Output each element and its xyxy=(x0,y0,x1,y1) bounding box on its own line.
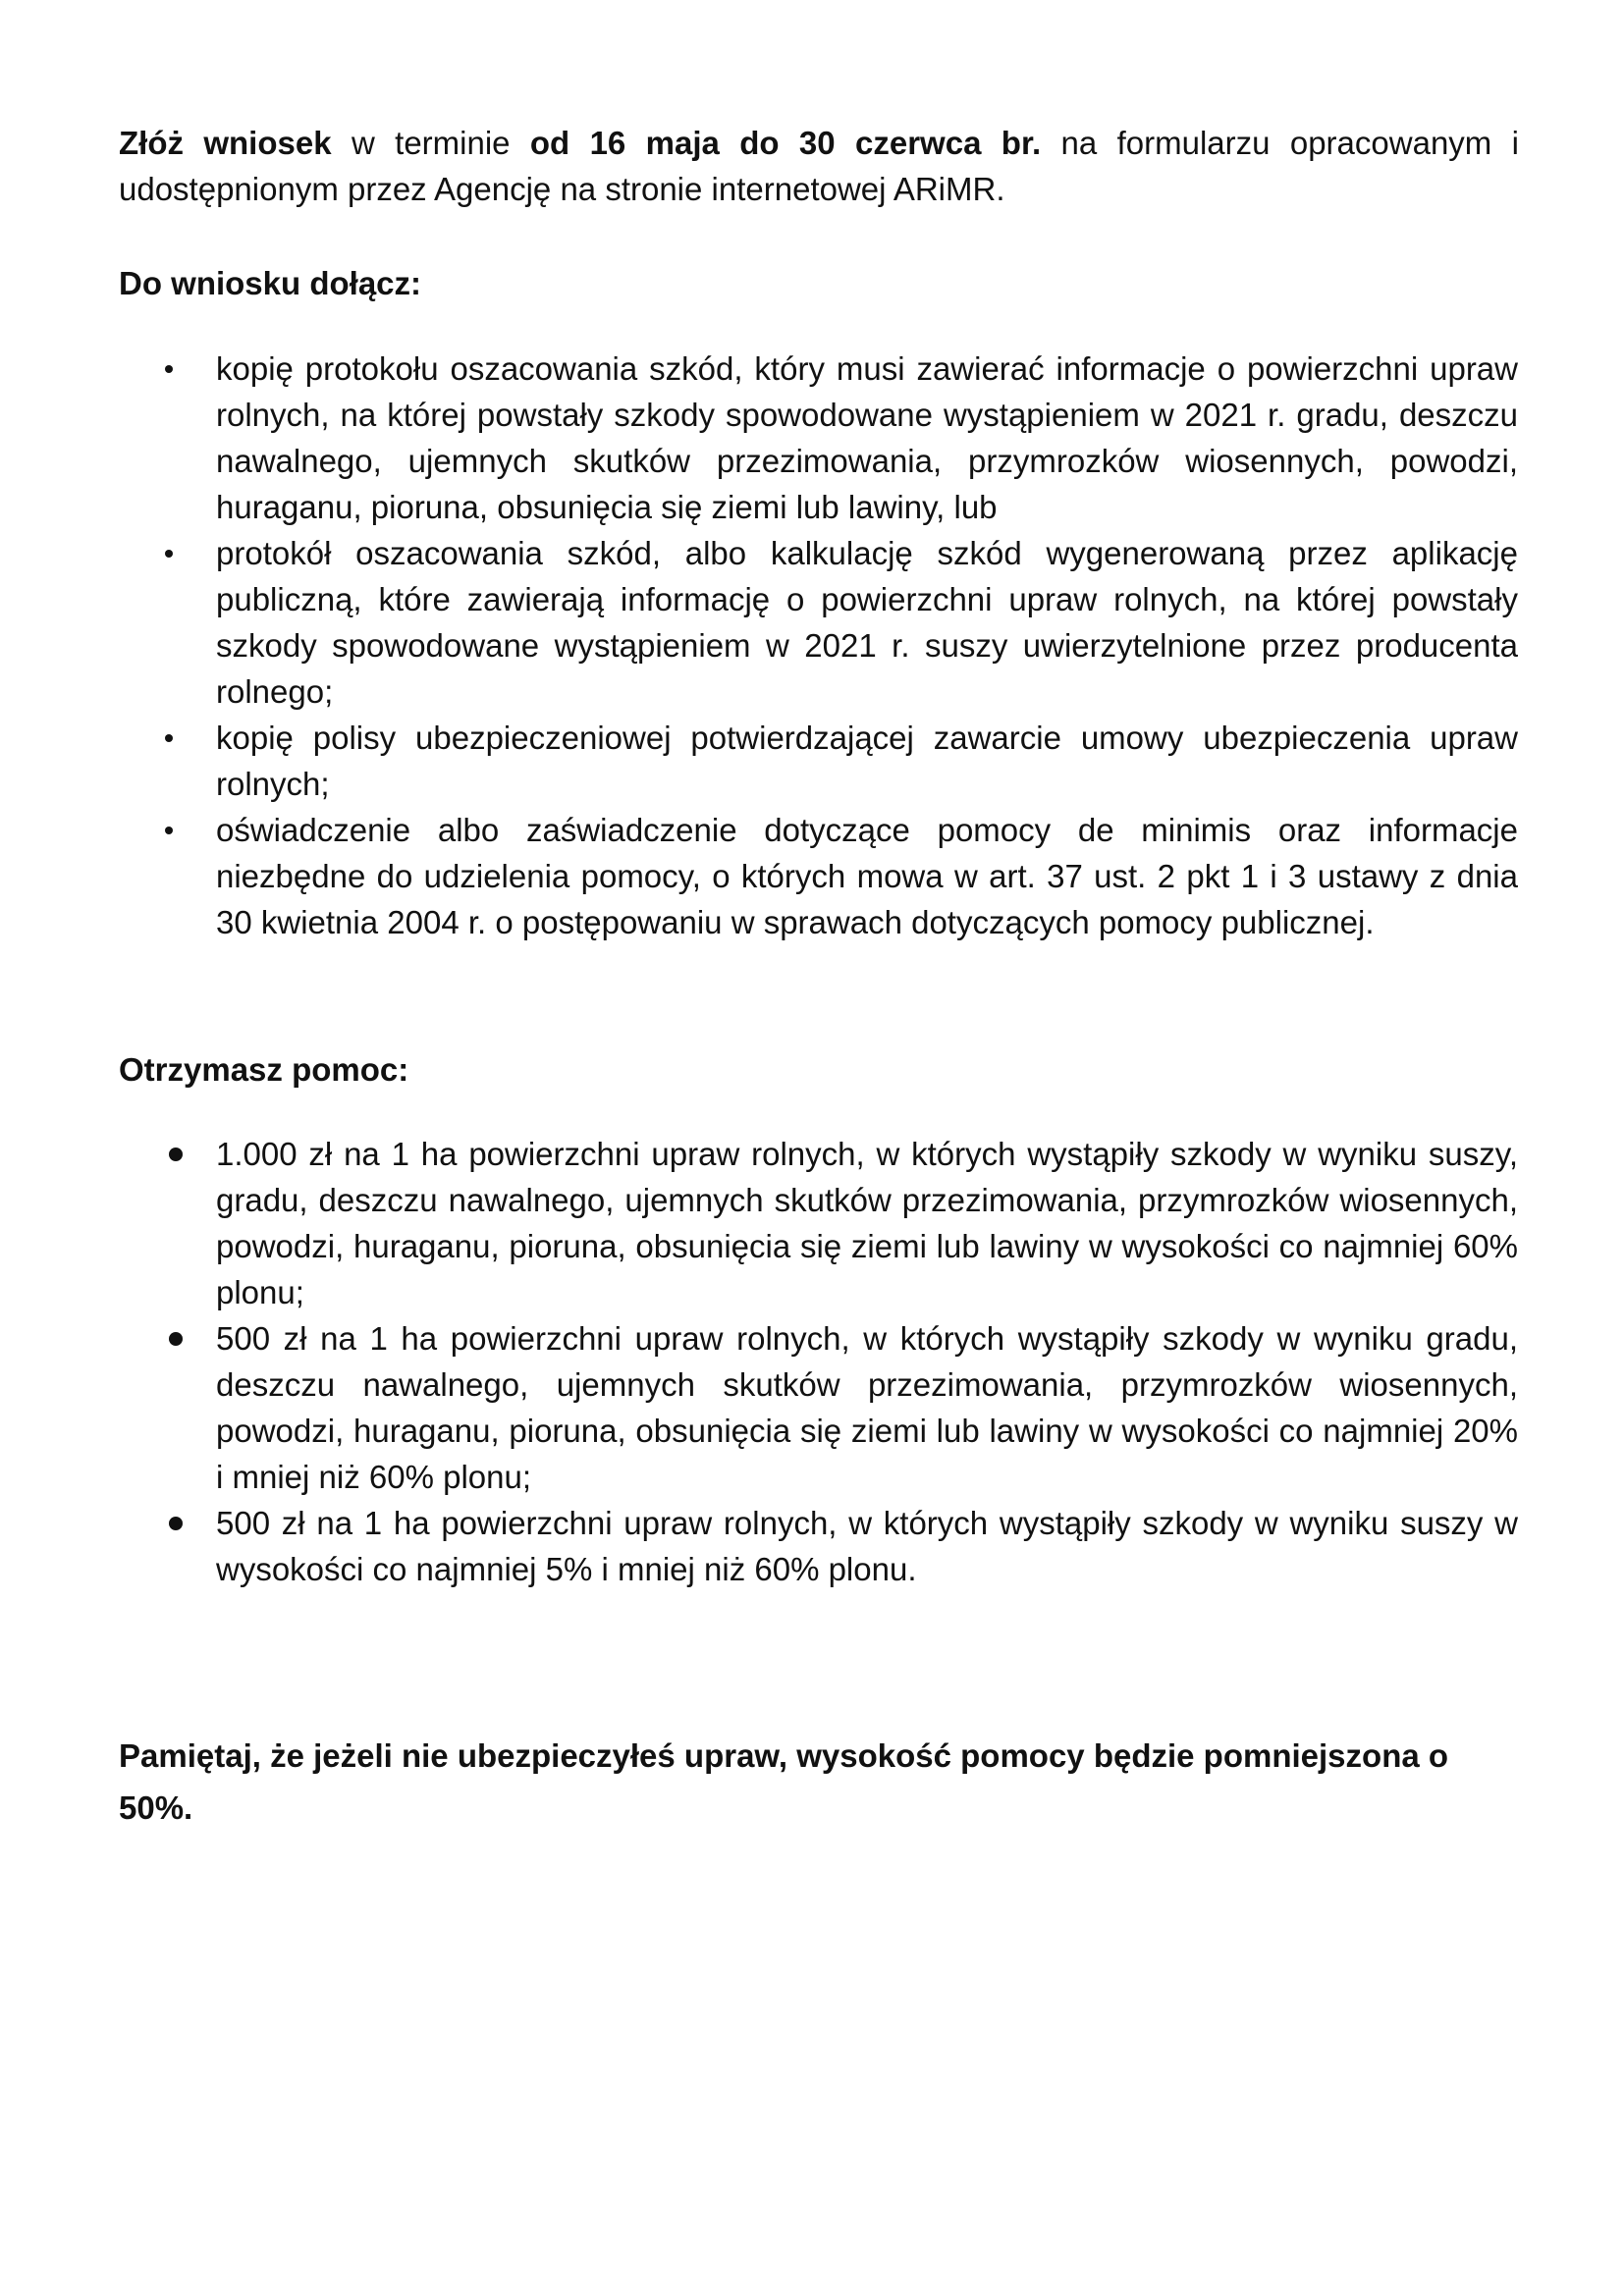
intro-dates: od 16 maja do 30 czerwca br. xyxy=(529,125,1042,161)
bullet-icon xyxy=(169,1148,183,1161)
bullet-icon xyxy=(169,1517,183,1530)
bullet-icon xyxy=(165,550,173,558)
intro-text-1: w terminie xyxy=(331,125,530,161)
list-item-text: kopię polisy ubezpieczeniowej potwierdzającej zawarcie umowy ubezpieczenia upraw rolnych; xyxy=(216,720,1518,802)
list-item xyxy=(0,530,1518,715)
reduction-note: Pamiętaj, że jeżeli nie ubezpieczyłeś upraw, wysokość pomocy będzie pomniejszona o 50%. xyxy=(119,1737,1449,1826)
list-item-text: 500 zł na 1 ha powierzchni upraw rolnych, w których wystąpiły szkody w wyniku suszy w wysokości co najmniej 5% i mniej niż 60% plonu. xyxy=(216,1505,1518,1587)
list-item xyxy=(0,1131,1518,1315)
intro-paragraph xyxy=(119,120,1519,212)
list-item xyxy=(0,346,1518,530)
aid-list xyxy=(0,1131,1624,1592)
bullet-icon xyxy=(165,827,173,834)
list-item xyxy=(0,1315,1518,1500)
attachments-list xyxy=(0,346,1624,945)
attachments-heading: Do wniosku dołącz: xyxy=(119,265,422,301)
bullet-icon xyxy=(169,1332,183,1346)
list-item xyxy=(0,1500,1518,1592)
list-item xyxy=(0,715,1518,807)
aid-heading: Otrzymasz pomoc: xyxy=(119,1051,409,1088)
list-item-text: 1.000 zł na 1 ha powierzchni upraw rolnych, w których wystąpiły szkody w wyniku suszy, gradu, deszczu nawalnego, ujemnych skutków przezimowania, przymrozków wiosennych, powodzi, huraganu, pioruna, obsunięcia się ziemi lub lawiny w wysokości co najmniej 60% plonu; xyxy=(216,1136,1518,1310)
bullet-icon xyxy=(165,734,173,742)
intro-action: Złóż wniosek xyxy=(119,125,332,161)
list-item-text: oświadczenie albo zaświadczenie dotyczące pomocy de minimis oraz informacje niezbędne do udzielenia pomocy, o których mowa w art. 37 ust. 2 pkt 1 i 3 ustawy z dnia 30 kwietnia 2004 r. o postępowaniu w sprawach dotyczących pomocy publicznej. xyxy=(216,812,1518,940)
intro-text-2: na formularzu opracowanym i udostępnionym przez Agencję na stronie internetowej ARiMR. xyxy=(119,125,1519,207)
list-item-text: 500 zł na 1 ha powierzchni upraw rolnych, w których wystąpiły szkody w wyniku gradu, deszczu nawalnego, ujemnych skutków przezimowania, przymrozków wiosennych, powodzi, huraganu, pioruna, obsunięcia się ziemi lub lawiny w wysokości co najmniej 20% i mniej niż 60% plonu; xyxy=(216,1320,1518,1495)
bullet-icon xyxy=(165,365,173,373)
list-item-text: protokół oszacowania szkód, albo kalkulację szkód wygenerowaną przez aplikację publiczną, które zawierają informację o powierzchni upraw rolnych, na której powstały szkody spowodowane wystąpieniem w 2021 r. suszy uwierzytelnione przez producenta rolnego; xyxy=(216,535,1518,710)
list-item xyxy=(0,807,1518,945)
list-item-text: kopię protokołu oszacowania szkód, który musi zawierać informacje o powierzchni upraw rolnych, na której powstały szkody spowodowane wystąpieniem w 2021 r. gradu, deszczu nawalnego, ujemnych skutków przezimowania, przymrozków wiosennych, powodzi, huraganu, pioruna, obsunięcia się ziemi lub lawiny, lub xyxy=(216,350,1518,525)
